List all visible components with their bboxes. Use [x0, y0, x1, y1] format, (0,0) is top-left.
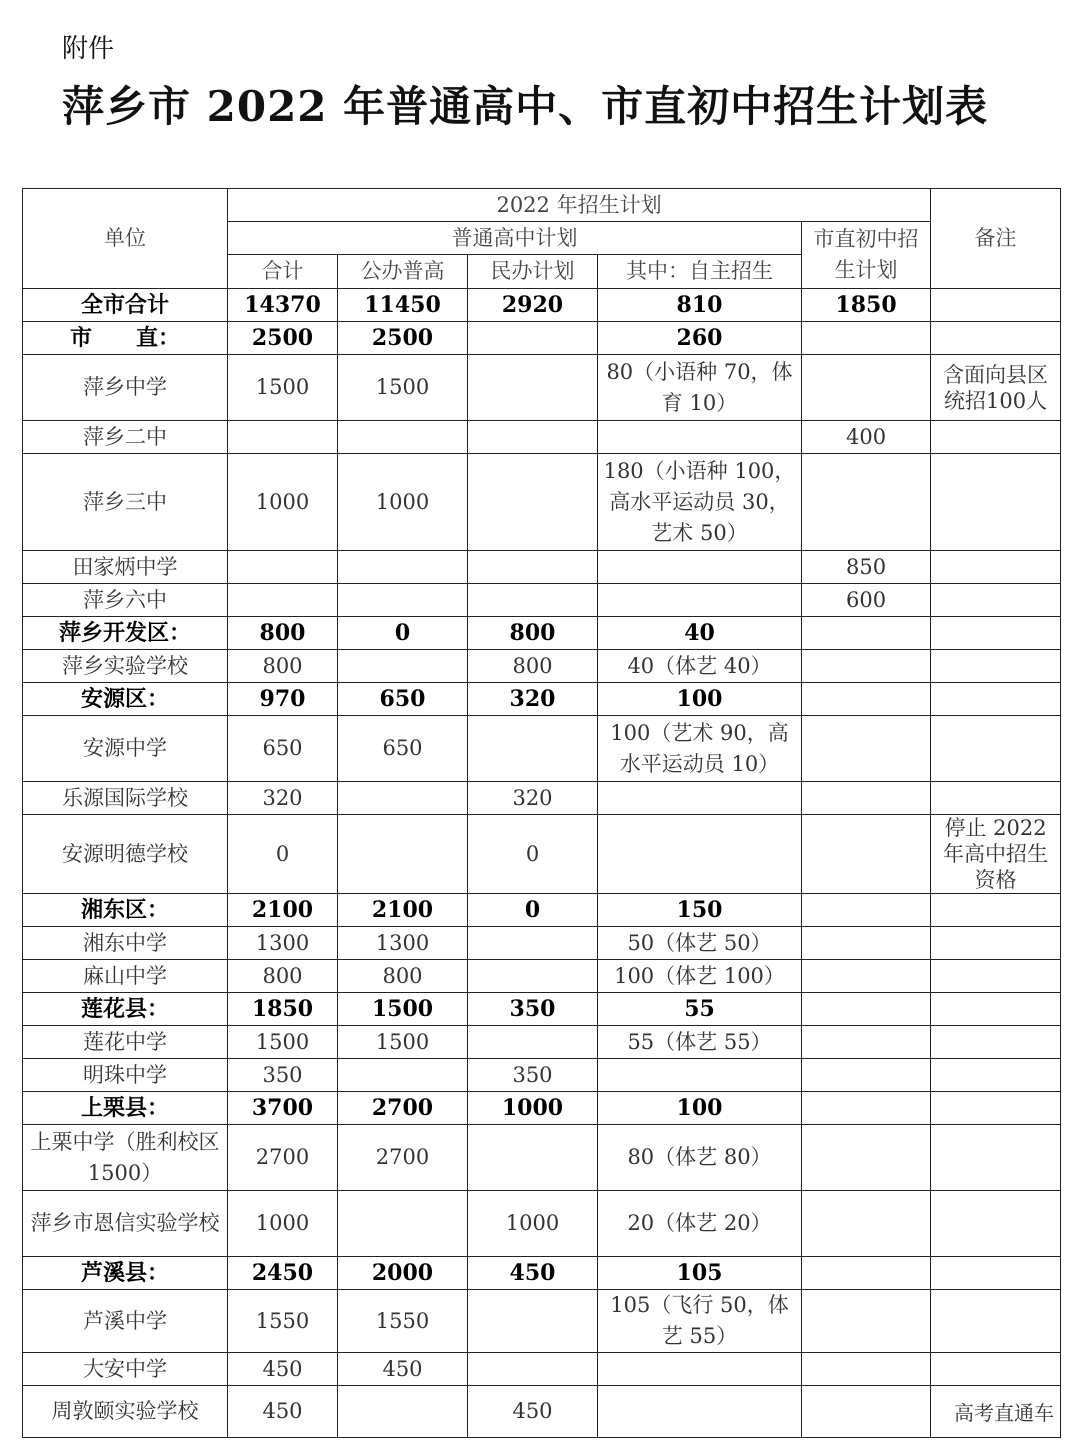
subtotal-row: [23, 322, 1061, 355]
header-junior-plan: 市直初中招生计划: [802, 222, 931, 289]
unit-cell: 安源明德学校: [23, 815, 228, 894]
self-enroll-cell: 100: [598, 1092, 802, 1125]
public-cell: 2000: [338, 1257, 468, 1290]
self-enroll-cell: [598, 1386, 802, 1438]
header-total: 合计: [228, 255, 338, 289]
total-cell: 650: [228, 716, 338, 782]
private-cell: [468, 1026, 598, 1059]
private-cell: [468, 1290, 598, 1353]
junior-plan-cell: [802, 355, 931, 421]
self-enroll-cell: [598, 1353, 802, 1386]
table-row: [23, 1125, 1061, 1191]
self-enroll-cell: [598, 421, 802, 454]
unit-cell: 周敦颐实验学校: [23, 1386, 228, 1438]
total-cell: 2700: [228, 1125, 338, 1191]
junior-plan-cell: [802, 960, 931, 993]
self-enroll-cell: 100（体艺 100）: [598, 960, 802, 993]
junior-plan-cell: [802, 454, 931, 551]
unit-cell: 萍乡三中: [23, 454, 228, 551]
junior-plan-cell: [802, 1092, 931, 1125]
private-cell: 450: [468, 1386, 598, 1438]
junior-plan-cell: [802, 1026, 931, 1059]
private-cell: 0: [468, 894, 598, 927]
total-cell: 320: [228, 782, 338, 815]
self-enroll-cell: 40: [598, 617, 802, 650]
table-row: [23, 927, 1061, 960]
unit-cell: 莲花县：: [23, 993, 228, 1026]
note-cell: [931, 894, 1061, 927]
junior-plan-cell: [802, 927, 931, 960]
note-cell: [931, 1191, 1061, 1257]
total-cell: 450: [228, 1353, 338, 1386]
subtotal-row: [23, 993, 1061, 1026]
total-cell: 0: [228, 815, 338, 894]
private-cell: [468, 584, 598, 617]
private-cell: [468, 716, 598, 782]
unit-cell: 明珠中学: [23, 1059, 228, 1092]
self-enroll-cell: 40（体艺 40）: [598, 650, 802, 683]
private-cell: 320: [468, 782, 598, 815]
table-row: [23, 782, 1061, 815]
junior-plan-cell: [802, 322, 931, 355]
private-cell: [468, 421, 598, 454]
note-cell: [931, 716, 1061, 782]
self-enroll-cell: 20（体艺 20）: [598, 1191, 802, 1257]
total-cell: 970: [228, 683, 338, 716]
table-row: [23, 454, 1061, 551]
public-cell: 650: [338, 716, 468, 782]
table-row: [23, 1386, 1061, 1438]
self-enroll-cell: [598, 584, 802, 617]
public-cell: 1550: [338, 1290, 468, 1353]
public-cell: [338, 551, 468, 584]
public-cell: 11450: [338, 289, 468, 322]
header-public: 公办普高: [338, 255, 468, 289]
total-cell: 14370: [228, 289, 338, 322]
private-cell: [468, 454, 598, 551]
unit-cell: 芦溪县：: [23, 1257, 228, 1290]
public-cell: [338, 584, 468, 617]
unit-cell: 安源区：: [23, 683, 228, 716]
enrollment-plan-table: [22, 188, 1061, 1438]
self-enroll-cell: [598, 815, 802, 894]
table-row: [23, 1353, 1061, 1386]
junior-plan-cell: [802, 716, 931, 782]
public-cell: [338, 1191, 468, 1257]
note-cell: [931, 421, 1061, 454]
self-enroll-cell: 105（飞行 50，体艺 55）: [598, 1290, 802, 1353]
junior-plan-cell: 1850: [802, 289, 931, 322]
junior-plan-cell: 850: [802, 551, 931, 584]
note-cell: [931, 1125, 1061, 1191]
public-cell: [338, 1386, 468, 1438]
note-cell: 停止 2022 年高中招生资格: [931, 815, 1061, 894]
public-cell: [338, 650, 468, 683]
note-cell: [931, 584, 1061, 617]
note-cell: [931, 1059, 1061, 1092]
total-cell: [228, 551, 338, 584]
private-cell: 350: [468, 993, 598, 1026]
table-row: [23, 815, 1061, 894]
unit-cell: 上栗中学（胜利校区 1500）: [23, 1125, 228, 1191]
self-enroll-cell: 180（小语种 100，高水平运动员 30，艺术 50）: [598, 454, 802, 551]
self-enroll-cell: 100（艺术 90，高水平运动员 10）: [598, 716, 802, 782]
self-enroll-cell: [598, 782, 802, 815]
self-enroll-cell: 100: [598, 683, 802, 716]
private-cell: 800: [468, 617, 598, 650]
public-cell: 2700: [338, 1092, 468, 1125]
public-cell: 1500: [338, 355, 468, 421]
public-cell: [338, 815, 468, 894]
unit-cell: 乐源国际学校: [23, 782, 228, 815]
unit-cell: 田家炳中学: [23, 551, 228, 584]
total-cell: 1300: [228, 927, 338, 960]
subtotal-row: [23, 1257, 1061, 1290]
note-cell: [931, 650, 1061, 683]
unit-cell: 萍乡开发区：: [23, 617, 228, 650]
table-row: [23, 960, 1061, 993]
private-cell: 450: [468, 1257, 598, 1290]
public-cell: 650: [338, 683, 468, 716]
junior-plan-cell: [802, 650, 931, 683]
table-row: [23, 1290, 1061, 1353]
unit-cell: 萍乡中学: [23, 355, 228, 421]
public-cell: 1300: [338, 927, 468, 960]
table-body: [23, 289, 1061, 1438]
unit-cell: 全市合计: [23, 289, 228, 322]
table-row: [23, 421, 1061, 454]
junior-plan-cell: [802, 1290, 931, 1353]
junior-plan-cell: [802, 1257, 931, 1290]
private-cell: 1000: [468, 1191, 598, 1257]
junior-plan-cell: [802, 1125, 931, 1191]
header-unit: 单位: [23, 189, 228, 289]
unit-cell: 芦溪中学: [23, 1290, 228, 1353]
unit-cell: 莲花中学: [23, 1026, 228, 1059]
private-cell: 320: [468, 683, 598, 716]
public-cell: 2700: [338, 1125, 468, 1191]
public-cell: 800: [338, 960, 468, 993]
note-cell: [931, 1026, 1061, 1059]
total-cell: 1550: [228, 1290, 338, 1353]
note-cell: [931, 927, 1061, 960]
total-cell: 800: [228, 650, 338, 683]
note-cell: [931, 1290, 1061, 1353]
subtotal-row: [23, 683, 1061, 716]
self-enroll-cell: 260: [598, 322, 802, 355]
self-enroll-cell: 55: [598, 993, 802, 1026]
self-enroll-cell: 150: [598, 894, 802, 927]
unit-cell: 湘东区：: [23, 894, 228, 927]
private-cell: 1000: [468, 1092, 598, 1125]
attachment-label: 附件: [62, 34, 115, 64]
public-cell: 450: [338, 1353, 468, 1386]
junior-plan-cell: 600: [802, 584, 931, 617]
private-cell: [468, 960, 598, 993]
note-cell: [931, 993, 1061, 1026]
public-cell: [338, 1059, 468, 1092]
self-enroll-cell: [598, 1059, 802, 1092]
total-cell: 800: [228, 960, 338, 993]
private-cell: [468, 1353, 598, 1386]
note-cell: [931, 322, 1061, 355]
note-cell: [931, 1092, 1061, 1125]
junior-plan-cell: [802, 1353, 931, 1386]
total-cell: 1500: [228, 355, 338, 421]
table-row: [23, 650, 1061, 683]
table-row: [23, 1026, 1061, 1059]
note-cell: [931, 960, 1061, 993]
public-cell: [338, 782, 468, 815]
total-cell: 350: [228, 1059, 338, 1092]
public-cell: 2500: [338, 322, 468, 355]
subtotal-row: [23, 289, 1061, 322]
public-cell: 1000: [338, 454, 468, 551]
unit-cell: 萍乡六中: [23, 584, 228, 617]
public-cell: 2100: [338, 894, 468, 927]
self-enroll-cell: 55（体艺 55）: [598, 1026, 802, 1059]
unit-cell: 上栗县：: [23, 1092, 228, 1125]
table-row: [23, 551, 1061, 584]
note-cell: [931, 289, 1061, 322]
header-private: 民办计划: [468, 255, 598, 289]
note-cell: [931, 454, 1061, 551]
total-cell: 1850: [228, 993, 338, 1026]
header-self-enroll: 其中：自主招生: [598, 255, 802, 289]
junior-plan-cell: [802, 1059, 931, 1092]
junior-plan-cell: [802, 1191, 931, 1257]
unit-cell: 萍乡二中: [23, 421, 228, 454]
total-cell: 3700: [228, 1092, 338, 1125]
note-cell: [931, 683, 1061, 716]
note-cell: [931, 551, 1061, 584]
junior-plan-cell: [802, 683, 931, 716]
subtotal-row: [23, 617, 1061, 650]
unit-cell: 麻山中学: [23, 960, 228, 993]
private-cell: [468, 1125, 598, 1191]
note-cell: [931, 617, 1061, 650]
junior-plan-cell: [802, 782, 931, 815]
public-cell: 1500: [338, 1026, 468, 1059]
unit-cell: 湘东中学: [23, 927, 228, 960]
watermark: 高考直通车: [954, 1401, 1054, 1425]
header-high-school-plan: 普通高中计划: [228, 222, 802, 255]
private-cell: 2920: [468, 289, 598, 322]
private-cell: [468, 551, 598, 584]
public-cell: [338, 421, 468, 454]
total-cell: 2500: [228, 322, 338, 355]
note-cell: [931, 782, 1061, 815]
private-cell: [468, 927, 598, 960]
private-cell: 350: [468, 1059, 598, 1092]
self-enroll-cell: 810: [598, 289, 802, 322]
table-row: [23, 1191, 1061, 1257]
unit-cell: 安源中学: [23, 716, 228, 782]
self-enroll-cell: 80（小语种 70，体育 10）: [598, 355, 802, 421]
note-cell: [931, 1353, 1061, 1386]
subtotal-row: [23, 1092, 1061, 1125]
self-enroll-cell: 50（体艺 50）: [598, 927, 802, 960]
total-cell: 1000: [228, 454, 338, 551]
unit-cell: 市 直：: [23, 322, 228, 355]
table-row: [23, 716, 1061, 782]
subtotal-row: [23, 894, 1061, 927]
note-cell: [931, 1257, 1061, 1290]
header-plan-2022: 2022 年招生计划: [228, 189, 931, 222]
note-cell: 含面向县区统招100人: [931, 355, 1061, 421]
total-cell: 1000: [228, 1191, 338, 1257]
total-cell: 2100: [228, 894, 338, 927]
total-cell: [228, 584, 338, 617]
public-cell: 1500: [338, 993, 468, 1026]
private-cell: 0: [468, 815, 598, 894]
junior-plan-cell: [802, 993, 931, 1026]
junior-plan-cell: 400: [802, 421, 931, 454]
self-enroll-cell: [598, 551, 802, 584]
unit-cell: 大安中学: [23, 1353, 228, 1386]
total-cell: 2450: [228, 1257, 338, 1290]
table-row: [23, 1059, 1061, 1092]
unit-cell: 萍乡市恩信实验学校: [23, 1191, 228, 1257]
self-enroll-cell: 105: [598, 1257, 802, 1290]
public-cell: 0: [338, 617, 468, 650]
private-cell: 800: [468, 650, 598, 683]
page-title: 萍乡市 2022 年普通高中、市直初中招生计划表: [62, 82, 989, 131]
junior-plan-cell: [802, 1386, 931, 1438]
total-cell: 800: [228, 617, 338, 650]
private-cell: [468, 355, 598, 421]
junior-plan-cell: [802, 815, 931, 894]
junior-plan-cell: [802, 894, 931, 927]
table-row: [23, 584, 1061, 617]
private-cell: [468, 322, 598, 355]
junior-plan-cell: [802, 617, 931, 650]
total-cell: [228, 421, 338, 454]
unit-cell: 萍乡实验学校: [23, 650, 228, 683]
header-remarks: 备注: [931, 189, 1061, 289]
total-cell: 1500: [228, 1026, 338, 1059]
total-cell: 450: [228, 1386, 338, 1438]
table-row: [23, 355, 1061, 421]
self-enroll-cell: 80（体艺 80）: [598, 1125, 802, 1191]
